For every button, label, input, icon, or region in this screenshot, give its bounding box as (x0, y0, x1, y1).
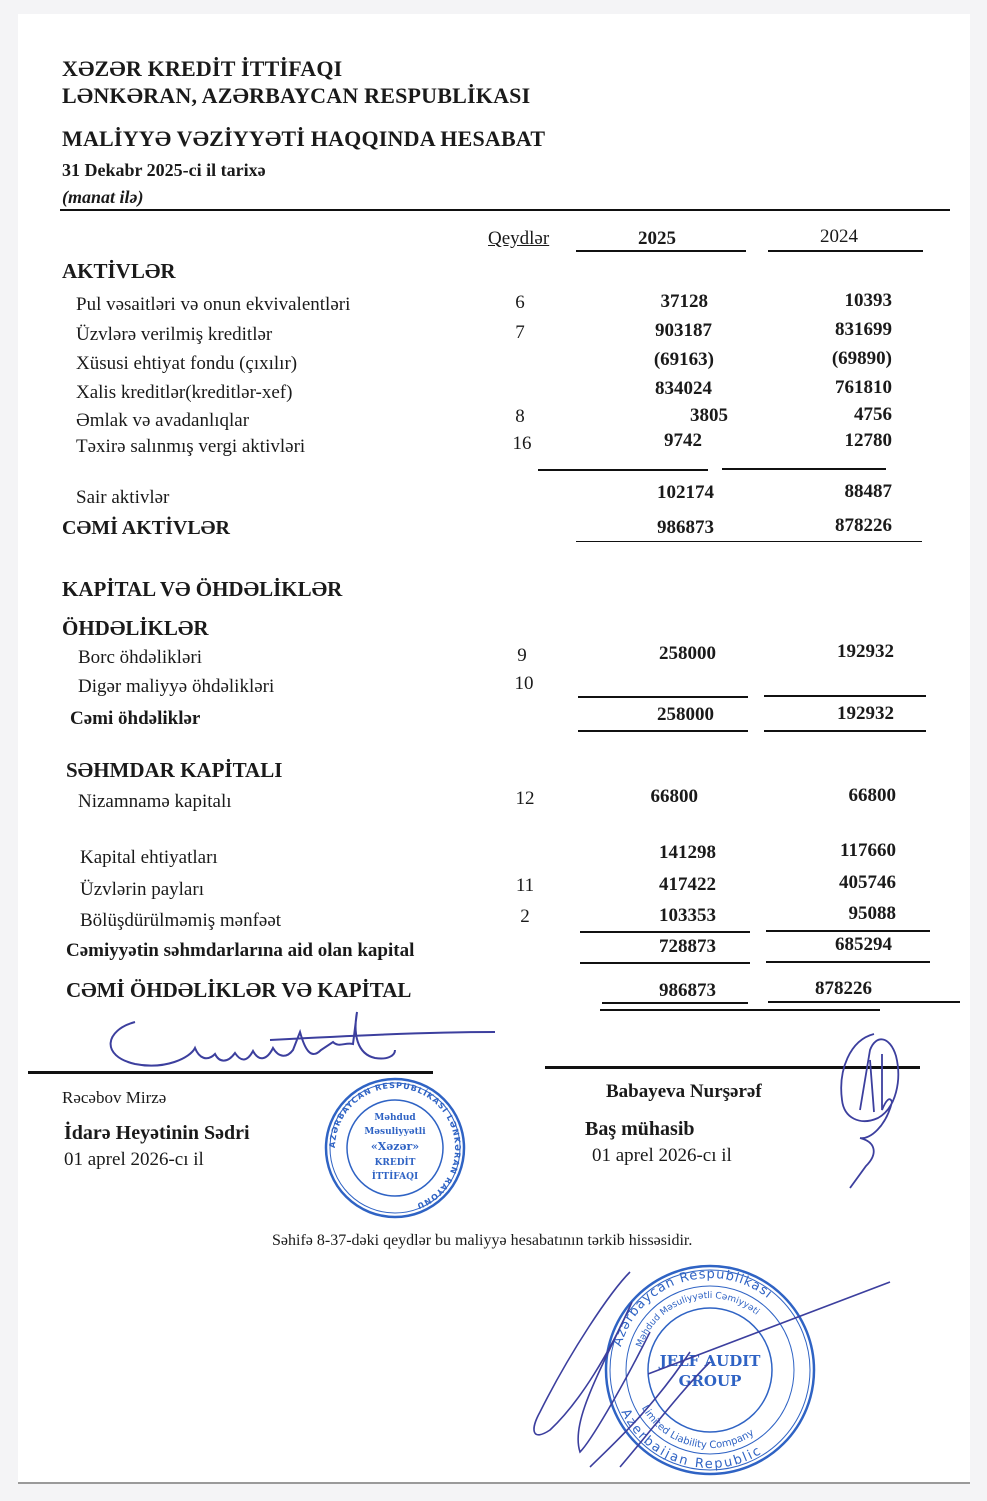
chairman-date: 01 aprel 2026-cı il (64, 1149, 204, 1170)
accountant-date: 01 aprel 2026-cı il (592, 1145, 732, 1166)
row-note: 8 (515, 406, 525, 427)
grand-total-underline-2024 (768, 1001, 960, 1003)
col-notes-header: Qeydlər (488, 228, 550, 249)
company-stamp-line: Məsuliyyətli (364, 1127, 426, 1137)
auditor-stamp (560, 1262, 820, 1477)
assets-heading: AKTİVLƏR (62, 259, 176, 283)
col-2025-rule (576, 250, 746, 252)
company-stamp-line: İTTİFAQI (371, 1172, 419, 1182)
accountant-title: Baş mühasib (585, 1118, 695, 1140)
company-location: LƏNKƏRAN, AZƏRBAYCAN RESPUBLİKASI (62, 83, 531, 108)
auditor-stamp-outer-top: Azərbaycan Respublikası (610, 1266, 776, 1349)
row-value-2025: 141298 (659, 842, 716, 863)
row-value-2025: 102174 (657, 482, 714, 503)
grand-total-double-rule-2025 (600, 1009, 750, 1011)
equity-total-rule-2024 (766, 961, 930, 963)
row-label: Kapital ehtiyatları (80, 847, 218, 868)
row-value-2024: 831699 (835, 319, 892, 340)
row-note: 2 (520, 906, 530, 927)
row-value-2024: 95088 (848, 903, 896, 924)
equity-subtotal-rule-2024 (766, 930, 930, 932)
row-value-2025: 9742 (664, 430, 702, 451)
col-2025-header: 2025 (638, 228, 676, 249)
row-value-2024: (69890) (831, 348, 892, 369)
footnote: Səhifə 8-37-dəki qeydlər bu maliyyə hesabatının tərkib hissəsidir. (272, 1232, 693, 1249)
total-value-2025: 986873 (657, 517, 714, 538)
chairman-name: Rəcəbov Mirzə (62, 1088, 167, 1107)
row-value-2025: 103353 (659, 905, 716, 926)
accountant-name: Babayeva Nurşərəf (606, 1081, 762, 1102)
row-label: Sair aktivlər (76, 487, 170, 508)
row-value-2025: 37128 (660, 291, 708, 312)
row-label: Nizamnamə kapitalı (78, 791, 232, 812)
row-value-2024: 88487 (844, 481, 892, 502)
auditor-stamp-outer-bottom: Azerbaijan Republic (617, 1406, 766, 1473)
row-value-2024: 192932 (837, 641, 894, 662)
chairman-signature (95, 1008, 515, 1072)
row-value-2025: 258000 (659, 643, 716, 664)
row-value-2025: (69163) (653, 349, 714, 370)
row-note: 11 (515, 875, 535, 896)
row-note: 6 (515, 292, 525, 313)
row-note: 9 (517, 645, 527, 666)
row-value-2024: 4756 (854, 404, 892, 425)
row-label: Üzvlərə verilmiş kreditlər (76, 324, 273, 345)
row-label: Təxirə salınmış vergi aktivləri (76, 436, 306, 457)
col-2024-rule (768, 250, 923, 252)
auditor-stamp-center-line: JELF AUDIT (659, 1352, 761, 1370)
company-stamp-ring-text: AZƏRBAYCAN RESPUBLİKASI LƏNKƏRAN RAYONU (327, 1080, 463, 1211)
subtotal-rule-2025 (538, 469, 708, 471)
total-label: Cəmi öhdəliklər (70, 708, 201, 729)
row-value-2024: 66800 (848, 785, 896, 806)
row-value-2025: 66800 (650, 786, 698, 807)
row-value-2025: 834024 (655, 378, 712, 399)
currency-note: (manat ilə) (62, 187, 144, 207)
grand-total-underline-2025 (602, 1002, 748, 1004)
equity-total-rule-2025 (580, 962, 750, 964)
row-value-2025: 417422 (659, 874, 716, 895)
row-label: Üzvlərin payları (80, 879, 204, 900)
assets-total-rule (576, 541, 922, 542)
equity-liabilities-heading: KAPİTAL VƏ ÖHDƏLİKLƏR (62, 577, 343, 601)
row-note: 16 (512, 433, 532, 454)
row-note: 10 (514, 673, 534, 694)
company-stamp-line: KREDİT (374, 1158, 416, 1168)
liabilities-subtotal-rule-2024 (764, 695, 926, 697)
liabilities-total-rule-2024 (764, 730, 926, 732)
company-stamp-line: «Xəzər» (370, 1140, 420, 1153)
company-name: XƏZƏR KREDİT İTTİFAQI (62, 56, 343, 81)
subtotal-rule-2024 (722, 468, 886, 470)
row-value-2024: 761810 (835, 377, 892, 398)
page-bottom-edge (18, 1482, 970, 1484)
total-value-2024: 878226 (835, 515, 892, 536)
chairman-signature-line (28, 1071, 433, 1074)
row-value-2024: 405746 (839, 872, 896, 893)
liabilities-subtotal-rule-2025 (578, 696, 748, 698)
company-stamp (300, 1078, 490, 1218)
chairman-title: İdarə Heyətinin Sədri (64, 1122, 250, 1144)
row-label: Əmlak və avadanlıqlar (76, 410, 250, 431)
header-rule (60, 209, 950, 211)
row-label: Bölüşdürülməmiş mənfəət (80, 910, 282, 931)
row-value-2024: 117660 (840, 840, 896, 861)
grand-total-value-2025: 986873 (659, 980, 716, 1001)
row-note: 7 (515, 322, 525, 343)
accountant-signature (830, 1030, 910, 1200)
row-label: Xüsusi ehtiyat fondu (çıxılır) (76, 353, 298, 374)
row-label: Xalis kreditlər(kreditlər-xef) (76, 382, 293, 403)
row-value-2025: 3805 (690, 405, 728, 426)
company-stamp-line: Məhdud (374, 1113, 416, 1123)
grand-total-label: CƏMİ ÖHDƏLİKLƏR VƏ KAPİTAL (66, 978, 412, 1002)
grand-total-double-rule-2024 (730, 1009, 880, 1011)
report-date: 31 Dekabr 2025-ci il tarixə (62, 160, 266, 180)
equity-heading: SƏHMDAR KAPİTALI (66, 758, 283, 782)
col-2024-header: 2024 (820, 226, 858, 247)
grand-total-value-2024: 878226 (815, 978, 872, 999)
total-value-2025: 258000 (657, 704, 714, 725)
auditor-stamp-center-line: GROUP (678, 1372, 742, 1390)
total-label: CƏMİ AKTİVLƏR (62, 517, 230, 539)
row-label: Pul vəsaitləri və onun ekvivalentləri (76, 294, 351, 315)
row-note: 12 (515, 788, 535, 809)
equity-subtotal-rule-2025 (580, 931, 750, 933)
row-value-2024: 12780 (844, 430, 892, 451)
total-value-2024: 192932 (837, 703, 894, 724)
row-value-2025: 903187 (655, 320, 712, 341)
total-value-2024: 685294 (835, 934, 892, 955)
row-label: Digər maliyyə öhdəlikləri (78, 676, 275, 697)
total-label: Cəmiyyətin səhmdarlarına aid olan kapital (66, 940, 415, 961)
total-value-2025: 728873 (659, 936, 716, 957)
report-title: MALİYYƏ VƏZİYYƏTİ HAQQINDA HESABAT (62, 126, 546, 151)
auditor-stamp-ring-top: Məhdud Məsuliyyətli Cəmiyyəti (634, 1291, 761, 1349)
liabilities-total-rule-2025 (578, 730, 748, 732)
row-label: Borc öhdəlikləri (78, 647, 202, 668)
liabilities-heading: ÖHDƏLİKLƏR (62, 616, 209, 640)
row-value-2024: 10393 (844, 290, 892, 311)
auditor-stamp-ring-bottom: Limited Liability Company (639, 1403, 757, 1452)
